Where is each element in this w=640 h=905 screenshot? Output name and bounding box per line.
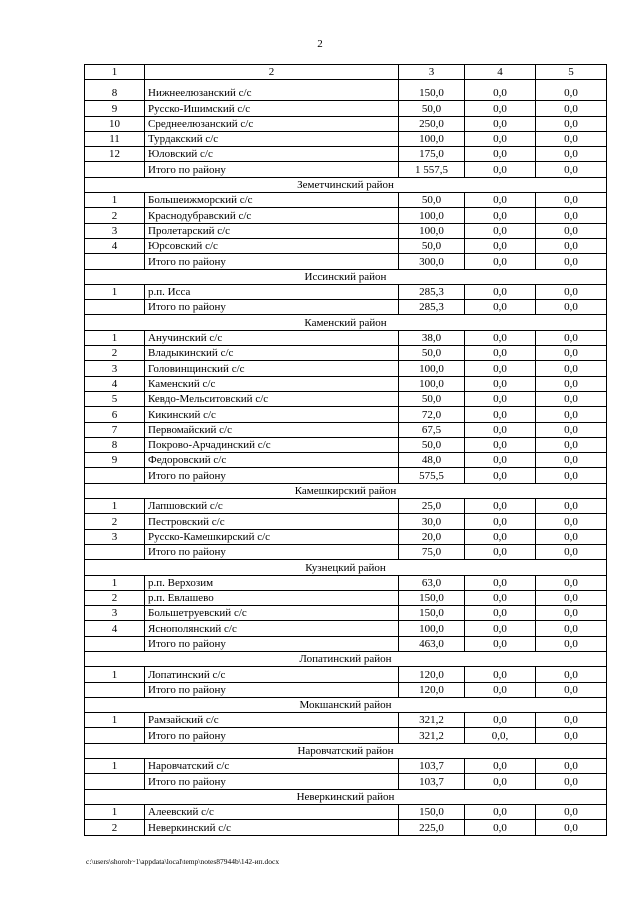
section-title: Наровчатский район bbox=[85, 743, 607, 758]
total-row bbox=[85, 774, 607, 789]
row-number: 1 bbox=[85, 284, 145, 299]
value-col-4: 0,0 bbox=[465, 131, 536, 146]
row-number bbox=[85, 544, 145, 559]
section-title: Кузнецкий район bbox=[85, 560, 607, 575]
value-col-4: 0,0 bbox=[465, 238, 536, 253]
row-number bbox=[85, 300, 145, 315]
table-row bbox=[85, 376, 607, 391]
value-col-5: 0,0 bbox=[536, 131, 607, 146]
value-col-4: 0,0 bbox=[465, 330, 536, 345]
section-title: Земетчинский район bbox=[85, 177, 607, 192]
header-col-1: 1 bbox=[85, 65, 145, 80]
settlement-name: Пестровский с/с bbox=[145, 514, 399, 529]
value-col-4: 0,0 bbox=[465, 300, 536, 315]
value-col-3: 321,2 bbox=[399, 728, 465, 743]
section-row bbox=[85, 651, 607, 666]
value-col-4: 0,0 bbox=[465, 667, 536, 682]
row-number: 11 bbox=[85, 131, 145, 146]
value-col-5: 0,0 bbox=[536, 514, 607, 529]
section-row bbox=[85, 269, 607, 284]
value-col-4: 0,0 bbox=[465, 208, 536, 223]
table-row bbox=[85, 422, 607, 437]
settlement-name: Покрово-Арчадинский с/с bbox=[145, 437, 399, 452]
value-col-4: 0,0, bbox=[465, 728, 536, 743]
total-row bbox=[85, 162, 607, 177]
value-col-5: 0,0 bbox=[536, 254, 607, 269]
settlement-name: Турдакский с/с bbox=[145, 131, 399, 146]
value-col-4: 0,0 bbox=[465, 116, 536, 131]
value-col-3: 50,0 bbox=[399, 193, 465, 208]
row-number: 2 bbox=[85, 346, 145, 361]
row-number: 8 bbox=[85, 437, 145, 452]
value-col-3: 100,0 bbox=[399, 361, 465, 376]
value-col-5: 0,0 bbox=[536, 667, 607, 682]
value-col-5: 0,0 bbox=[536, 499, 607, 514]
value-col-5: 0,0 bbox=[536, 162, 607, 177]
value-col-5: 0,0 bbox=[536, 529, 607, 544]
value-col-5: 0,0 bbox=[536, 820, 607, 835]
settlement-name: Анучинский с/с bbox=[145, 330, 399, 345]
settlement-name: Юловский с/с bbox=[145, 147, 399, 162]
table-row bbox=[85, 713, 607, 728]
total-label: Итого по району bbox=[145, 544, 399, 559]
value-col-3: 50,0 bbox=[399, 391, 465, 406]
total-label: Итого по району bbox=[145, 162, 399, 177]
value-col-5: 0,0 bbox=[536, 238, 607, 253]
section-title: Мокшанский район bbox=[85, 697, 607, 712]
value-col-3: 120,0 bbox=[399, 682, 465, 697]
value-col-4: 0,0 bbox=[465, 636, 536, 651]
section-row bbox=[85, 315, 607, 330]
row-number: 1 bbox=[85, 804, 145, 819]
value-col-5: 0,0 bbox=[536, 300, 607, 315]
value-col-3: 67,5 bbox=[399, 422, 465, 437]
header-col-4: 4 bbox=[465, 65, 536, 80]
value-col-3: 20,0 bbox=[399, 529, 465, 544]
value-col-4: 0,0 bbox=[465, 437, 536, 452]
section-row bbox=[85, 483, 607, 498]
table-row bbox=[85, 575, 607, 590]
value-col-4: 0,0 bbox=[465, 147, 536, 162]
table-row bbox=[85, 147, 607, 162]
value-col-3: 48,0 bbox=[399, 453, 465, 468]
settlement-name: р.п. Исса bbox=[145, 284, 399, 299]
value-col-4: 0,0 bbox=[465, 468, 536, 483]
row-number: 1 bbox=[85, 575, 145, 590]
value-col-5: 0,0 bbox=[536, 636, 607, 651]
section-title: Лопатинский район bbox=[85, 651, 607, 666]
row-number: 12 bbox=[85, 147, 145, 162]
value-col-4: 0,0 bbox=[465, 621, 536, 636]
value-col-4: 0,0 bbox=[465, 606, 536, 621]
row-number: 1 bbox=[85, 499, 145, 514]
value-col-3: 575,5 bbox=[399, 468, 465, 483]
total-row bbox=[85, 636, 607, 651]
table-row bbox=[85, 330, 607, 345]
settlement-name: Русско-Ишимский с/с bbox=[145, 101, 399, 116]
value-col-3: 285,3 bbox=[399, 284, 465, 299]
value-col-4: 0,0 bbox=[465, 529, 536, 544]
total-row bbox=[85, 682, 607, 697]
page-number: 2 bbox=[317, 38, 323, 50]
total-row bbox=[85, 544, 607, 559]
table-row bbox=[85, 238, 607, 253]
value-col-3: 100,0 bbox=[399, 376, 465, 391]
value-col-4: 0,0 bbox=[465, 682, 536, 697]
section-row bbox=[85, 177, 607, 192]
value-col-5: 0,0 bbox=[536, 621, 607, 636]
value-col-3: 321,2 bbox=[399, 713, 465, 728]
value-col-4: 0,0 bbox=[465, 391, 536, 406]
value-col-5: 0,0 bbox=[536, 453, 607, 468]
row-number: 2 bbox=[85, 208, 145, 223]
total-row bbox=[85, 468, 607, 483]
row-number bbox=[85, 774, 145, 789]
table-row bbox=[85, 391, 607, 406]
total-label: Итого по району bbox=[145, 468, 399, 483]
row-number: 9 bbox=[85, 453, 145, 468]
value-col-3: 103,7 bbox=[399, 774, 465, 789]
value-col-3: 100,0 bbox=[399, 131, 465, 146]
row-number: 1 bbox=[85, 193, 145, 208]
value-col-5: 0,0 bbox=[536, 346, 607, 361]
row-number: 7 bbox=[85, 422, 145, 437]
value-col-5: 0,0 bbox=[536, 208, 607, 223]
table-row bbox=[85, 606, 607, 621]
table-row bbox=[85, 101, 607, 116]
value-col-3: 75,0 bbox=[399, 544, 465, 559]
value-col-4: 0,0 bbox=[465, 223, 536, 238]
value-col-3: 50,0 bbox=[399, 101, 465, 116]
value-col-3: 250,0 bbox=[399, 116, 465, 131]
value-col-5: 0,0 bbox=[536, 330, 607, 345]
value-col-5: 0,0 bbox=[536, 682, 607, 697]
value-col-3: 72,0 bbox=[399, 407, 465, 422]
table-row bbox=[85, 759, 607, 774]
row-number: 1 bbox=[85, 759, 145, 774]
allocation-table bbox=[84, 64, 607, 836]
value-col-3: 103,7 bbox=[399, 759, 465, 774]
row-number: 3 bbox=[85, 606, 145, 621]
value-col-3: 175,0 bbox=[399, 147, 465, 162]
value-col-3: 38,0 bbox=[399, 330, 465, 345]
header-col-3: 3 bbox=[399, 65, 465, 80]
value-col-4: 0,0 bbox=[465, 407, 536, 422]
value-col-4: 0,0 bbox=[465, 590, 536, 605]
value-col-4: 0,0 bbox=[465, 499, 536, 514]
table-row bbox=[85, 437, 607, 452]
value-col-3: 150,0 bbox=[399, 590, 465, 605]
value-col-5: 0,0 bbox=[536, 759, 607, 774]
row-number bbox=[85, 254, 145, 269]
table-row bbox=[85, 514, 607, 529]
table-row bbox=[85, 80, 607, 101]
value-col-5: 0,0 bbox=[536, 361, 607, 376]
table-row bbox=[85, 346, 607, 361]
row-number bbox=[85, 162, 145, 177]
row-number: 4 bbox=[85, 621, 145, 636]
row-number: 5 bbox=[85, 391, 145, 406]
value-col-5: 0,0 bbox=[536, 606, 607, 621]
table-row bbox=[85, 131, 607, 146]
section-title: Иссинский район bbox=[85, 269, 607, 284]
total-label: Итого по району bbox=[145, 728, 399, 743]
settlement-name: Головинщинский с/с bbox=[145, 361, 399, 376]
value-col-4: 0,0 bbox=[465, 453, 536, 468]
row-number: 6 bbox=[85, 407, 145, 422]
settlement-name: Большетруевский с/с bbox=[145, 606, 399, 621]
row-number: 1 bbox=[85, 667, 145, 682]
value-col-4: 0,0 bbox=[465, 254, 536, 269]
total-label: Итого по району bbox=[145, 682, 399, 697]
total-label: Итого по району bbox=[145, 254, 399, 269]
value-col-4: 0,0 bbox=[465, 759, 536, 774]
table-row bbox=[85, 621, 607, 636]
value-col-4: 0,0 bbox=[465, 284, 536, 299]
value-col-3: 150,0 bbox=[399, 606, 465, 621]
total-label: Итого по району bbox=[145, 636, 399, 651]
settlement-name: Алеевский с/с bbox=[145, 804, 399, 819]
value-col-4: 0,0 bbox=[465, 820, 536, 835]
table-row bbox=[85, 529, 607, 544]
value-col-3: 150,0 bbox=[399, 804, 465, 819]
value-col-4: 0,0 bbox=[465, 804, 536, 819]
settlement-name: Каменский с/с bbox=[145, 376, 399, 391]
settlement-name: Среднеелюзанский с/с bbox=[145, 116, 399, 131]
settlement-name: Юрсовский с/с bbox=[145, 238, 399, 253]
value-col-3: 100,0 bbox=[399, 208, 465, 223]
settlement-name: Владыкинский с/с bbox=[145, 346, 399, 361]
value-col-5: 0,0 bbox=[536, 391, 607, 406]
value-col-4: 0,0 bbox=[465, 80, 536, 101]
settlement-name: Наровчатский с/с bbox=[145, 759, 399, 774]
value-col-5: 0,0 bbox=[536, 422, 607, 437]
row-number bbox=[85, 682, 145, 697]
value-col-5: 0,0 bbox=[536, 774, 607, 789]
table-row bbox=[85, 667, 607, 682]
row-number bbox=[85, 636, 145, 651]
total-row bbox=[85, 254, 607, 269]
file-path: c:\users\shoroh~1\appdata\local\temp\notes87944b\142-ип.docx bbox=[86, 857, 280, 866]
value-col-5: 0,0 bbox=[536, 147, 607, 162]
section-row bbox=[85, 789, 607, 804]
row-number bbox=[85, 728, 145, 743]
value-col-5: 0,0 bbox=[536, 376, 607, 391]
table-row bbox=[85, 208, 607, 223]
table-row bbox=[85, 407, 607, 422]
value-col-5: 0,0 bbox=[536, 223, 607, 238]
value-col-3: 50,0 bbox=[399, 437, 465, 452]
row-number: 2 bbox=[85, 590, 145, 605]
value-col-4: 0,0 bbox=[465, 575, 536, 590]
value-col-5: 0,0 bbox=[536, 590, 607, 605]
value-col-3: 285,3 bbox=[399, 300, 465, 315]
row-number: 3 bbox=[85, 361, 145, 376]
section-title: Камешкирский район bbox=[85, 483, 607, 498]
value-col-5: 0,0 bbox=[536, 116, 607, 131]
row-number: 1 bbox=[85, 713, 145, 728]
value-col-4: 0,0 bbox=[465, 346, 536, 361]
section-title: Неверкинский район bbox=[85, 789, 607, 804]
value-col-3: 100,0 bbox=[399, 621, 465, 636]
settlement-name: Кевдо-Мельситовский с/с bbox=[145, 391, 399, 406]
value-col-3: 225,0 bbox=[399, 820, 465, 835]
table-row bbox=[85, 804, 607, 819]
table-row bbox=[85, 223, 607, 238]
settlement-name: Русско-Камешкирский с/с bbox=[145, 529, 399, 544]
value-col-4: 0,0 bbox=[465, 514, 536, 529]
row-number: 4 bbox=[85, 238, 145, 253]
settlement-name: Кикинский с/с bbox=[145, 407, 399, 422]
value-col-3: 120,0 bbox=[399, 667, 465, 682]
header-col-5: 5 bbox=[536, 65, 607, 80]
value-col-4: 0,0 bbox=[465, 101, 536, 116]
value-col-4: 0,0 bbox=[465, 361, 536, 376]
value-col-3: 463,0 bbox=[399, 636, 465, 651]
header-row bbox=[85, 65, 607, 80]
value-col-3: 100,0 bbox=[399, 223, 465, 238]
value-col-5: 0,0 bbox=[536, 728, 607, 743]
settlement-name: Неверкинский с/с bbox=[145, 820, 399, 835]
value-col-5: 0,0 bbox=[536, 544, 607, 559]
table-row bbox=[85, 453, 607, 468]
settlement-name: Лопатинский с/с bbox=[145, 667, 399, 682]
row-number: 1 bbox=[85, 330, 145, 345]
value-col-3: 1 557,5 bbox=[399, 162, 465, 177]
row-number: 3 bbox=[85, 529, 145, 544]
settlement-name: р.п. Верхозим bbox=[145, 575, 399, 590]
value-col-4: 0,0 bbox=[465, 422, 536, 437]
settlement-name: Лапшовский с/с bbox=[145, 499, 399, 514]
value-col-5: 0,0 bbox=[536, 80, 607, 101]
settlement-name: Рамзайский с/с bbox=[145, 713, 399, 728]
table-row bbox=[85, 590, 607, 605]
value-col-3: 150,0 bbox=[399, 80, 465, 101]
value-col-4: 0,0 bbox=[465, 713, 536, 728]
section-row bbox=[85, 743, 607, 758]
row-number: 2 bbox=[85, 514, 145, 529]
value-col-3: 30,0 bbox=[399, 514, 465, 529]
value-col-5: 0,0 bbox=[536, 284, 607, 299]
table-row bbox=[85, 361, 607, 376]
settlement-name: Нижнеелюзанский с/с bbox=[145, 80, 399, 101]
total-label: Итого по району bbox=[145, 774, 399, 789]
value-col-4: 0,0 bbox=[465, 193, 536, 208]
value-col-5: 0,0 bbox=[536, 804, 607, 819]
row-number: 10 bbox=[85, 116, 145, 131]
header-col-2: 2 bbox=[145, 65, 399, 80]
value-col-5: 0,0 bbox=[536, 193, 607, 208]
value-col-3: 300,0 bbox=[399, 254, 465, 269]
table-row bbox=[85, 193, 607, 208]
value-col-4: 0,0 bbox=[465, 544, 536, 559]
value-col-5: 0,0 bbox=[536, 101, 607, 116]
value-col-5: 0,0 bbox=[536, 407, 607, 422]
section-row bbox=[85, 560, 607, 575]
total-row bbox=[85, 728, 607, 743]
settlement-name: р.п. Евлашево bbox=[145, 590, 399, 605]
settlement-name: Яснополянский с/с bbox=[145, 621, 399, 636]
settlement-name: Пролетарский с/с bbox=[145, 223, 399, 238]
table-body bbox=[85, 65, 607, 836]
value-col-5: 0,0 bbox=[536, 468, 607, 483]
section-row bbox=[85, 697, 607, 712]
settlement-name: Федоровский с/с bbox=[145, 453, 399, 468]
table-row bbox=[85, 116, 607, 131]
value-col-3: 63,0 bbox=[399, 575, 465, 590]
table-row bbox=[85, 499, 607, 514]
row-number: 8 bbox=[85, 80, 145, 101]
row-number: 3 bbox=[85, 223, 145, 238]
settlement-name: Краснодубравский с/с bbox=[145, 208, 399, 223]
value-col-5: 0,0 bbox=[536, 575, 607, 590]
row-number bbox=[85, 468, 145, 483]
value-col-4: 0,0 bbox=[465, 162, 536, 177]
table-row bbox=[85, 820, 607, 835]
row-number: 4 bbox=[85, 376, 145, 391]
settlement-name: Первомайский с/с bbox=[145, 422, 399, 437]
total-label: Итого по району bbox=[145, 300, 399, 315]
total-row bbox=[85, 300, 607, 315]
value-col-5: 0,0 bbox=[536, 713, 607, 728]
settlement-name: Большеижморский с/с bbox=[145, 193, 399, 208]
value-col-4: 0,0 bbox=[465, 376, 536, 391]
value-col-3: 50,0 bbox=[399, 238, 465, 253]
value-col-5: 0,0 bbox=[536, 437, 607, 452]
table-row bbox=[85, 284, 607, 299]
value-col-3: 25,0 bbox=[399, 499, 465, 514]
value-col-3: 50,0 bbox=[399, 346, 465, 361]
section-title: Каменский район bbox=[85, 315, 607, 330]
value-col-4: 0,0 bbox=[465, 774, 536, 789]
row-number: 2 bbox=[85, 820, 145, 835]
row-number: 9 bbox=[85, 101, 145, 116]
